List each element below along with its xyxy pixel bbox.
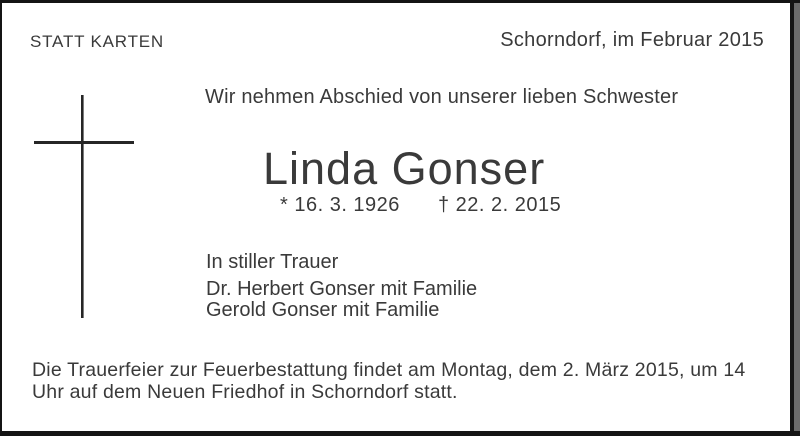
intro-line: Wir nehmen Abschied von unserer lieben Schwester — [205, 86, 679, 108]
cross-icon — [30, 95, 140, 321]
frame-border-left — [0, 0, 2, 436]
birth-date: * 16. 3. 1926 — [280, 194, 400, 216]
frame-border-bottom — [0, 431, 800, 436]
mourner-line: Dr. Herbert Gonser mit Familie — [206, 278, 478, 300]
mourner-line: Gerold Gonser mit Familie — [206, 299, 440, 321]
scan-edge-strip — [794, 3, 800, 431]
frame-border-top — [0, 0, 800, 3]
mourning-phrase: In stiller Trauer — [206, 251, 339, 273]
life-dates — [280, 194, 561, 217]
deceased-name: Linda Gonser — [263, 143, 546, 194]
death-date: † 22. 2. 2015 — [437, 194, 562, 216]
funeral-info: Die Trauerfeier zur Feuerbestattung findet am Montag, dem 2. März 2015, um 14 Uhr auf dem Neuen Friedhof in Schorndorf statt. — [32, 359, 746, 403]
pre-header-statt-karten: STATT KARTEN — [30, 32, 164, 51]
dateline: Schorndorf, im Februar 2015 — [500, 29, 764, 51]
